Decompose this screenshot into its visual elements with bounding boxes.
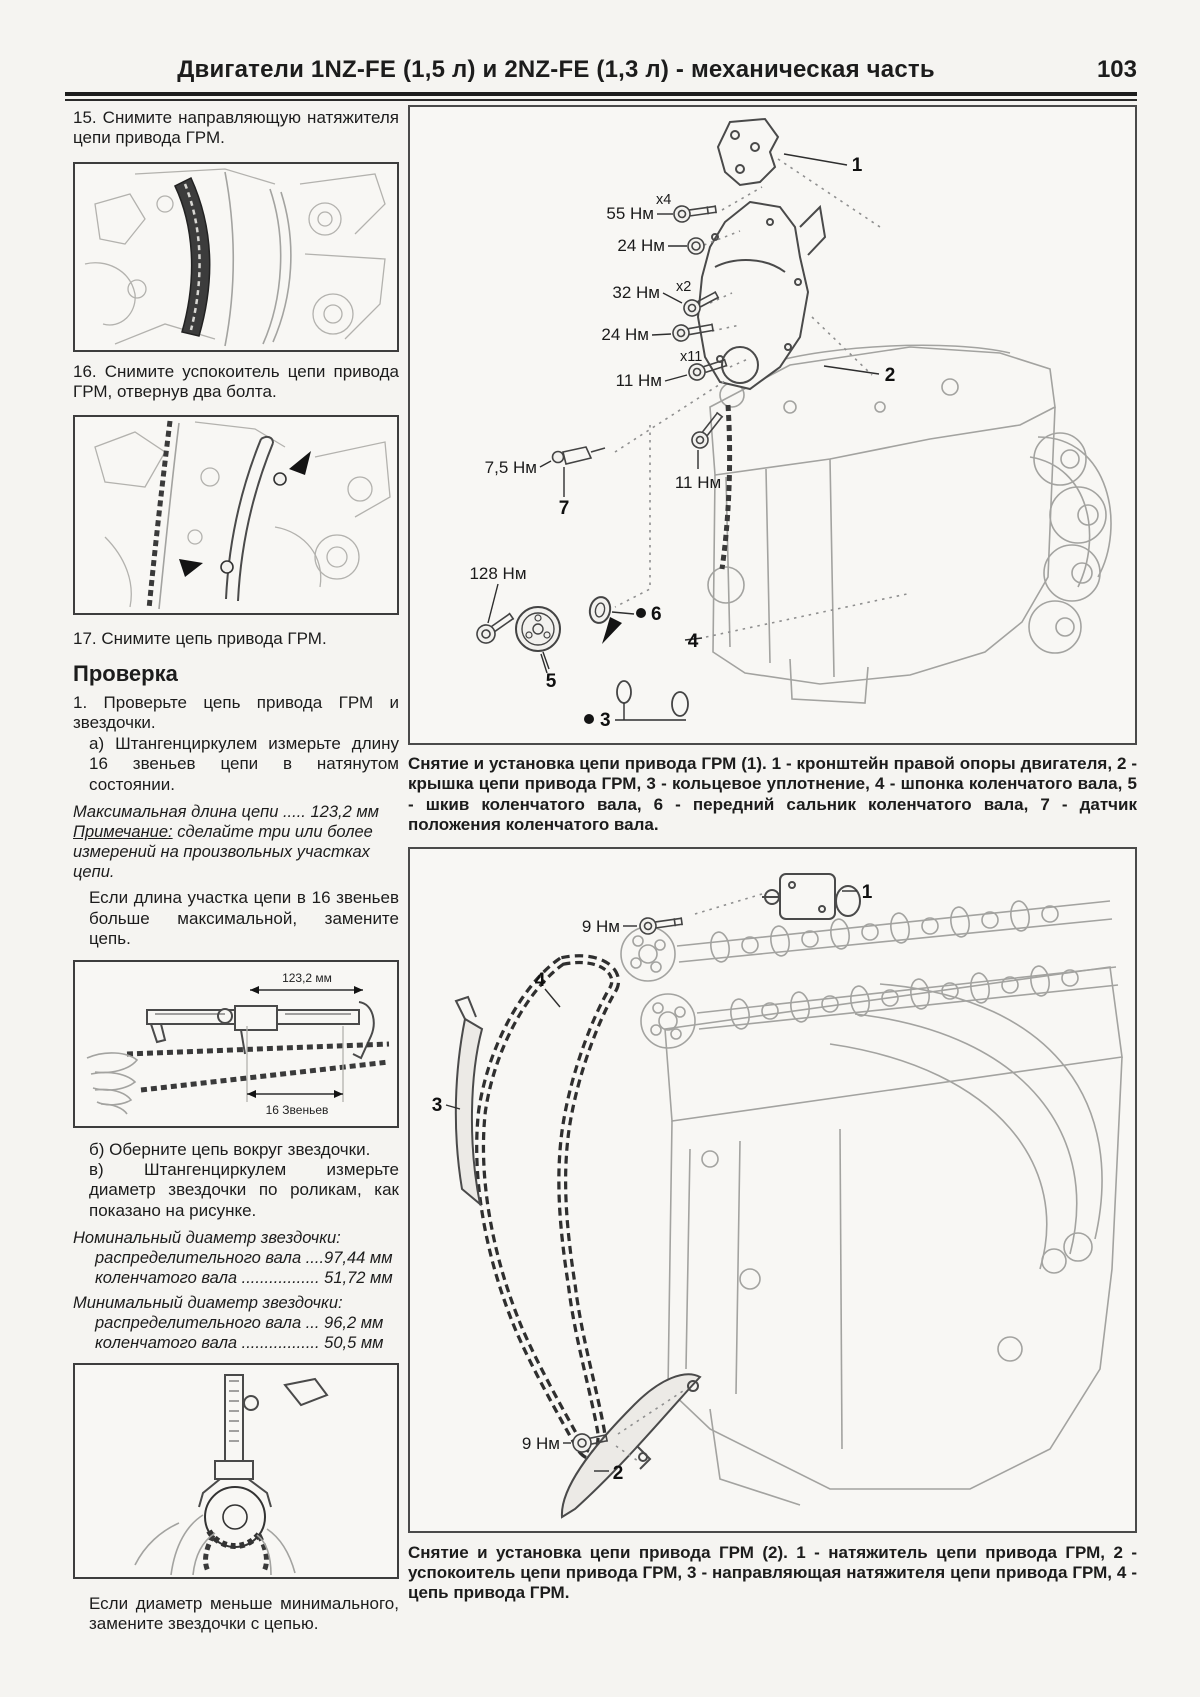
page-title: Двигатели 1NZ-FE (1,5 л) и 2NZ-FE (1,3 л) - механическая часть xyxy=(177,56,935,83)
part2-2-label: 2 xyxy=(612,1462,624,1484)
left-column xyxy=(73,104,399,1635)
note-label: Примечание: xyxy=(73,823,173,842)
torque-32nm: 32 Нм xyxy=(612,283,660,302)
torque-55nm: 55 Нм xyxy=(606,204,654,223)
diagram-timing-chain-exploded xyxy=(408,847,1137,1533)
part2-1-label: 1 xyxy=(861,881,873,903)
timing-cover-diagram xyxy=(410,107,1135,743)
part-6-label: 6 xyxy=(651,604,662,625)
part-5-label: 5 xyxy=(545,671,557,692)
torque-9nm-bottom: 9 Нм xyxy=(521,1433,560,1453)
torque-11nm-b: 11 Нм xyxy=(674,473,722,492)
chain-tensioner xyxy=(762,874,860,919)
part-1-label: 1 xyxy=(851,155,863,176)
step-17: 17. Снимите цепь привода ГРМ. xyxy=(73,628,327,648)
minimal-diameter-spec xyxy=(73,1293,399,1353)
inspection-step-1c: в) Штангенциркулем измерьте диаметр звездочки по роликам, как показано на рисунке. xyxy=(89,1159,399,1220)
bolt-11nm-b xyxy=(689,410,726,451)
step-16: 16. Снимите успокоитель цепи привода ГРМ, отвернув два болта. xyxy=(73,361,399,402)
front-oil-seal xyxy=(588,595,613,625)
bolt-55nm xyxy=(673,201,717,223)
inspection-step-1b: б) Оберните цепь вокруг звездочки. xyxy=(89,1139,371,1159)
nominal-cam-value: распределительного вала ....97,44 мм xyxy=(95,1249,393,1268)
engine-block-sketch-2 xyxy=(665,967,1122,1505)
count-x11: x11 xyxy=(680,349,703,365)
part-3-label: 3 xyxy=(600,710,611,731)
inspection-heading: Проверка xyxy=(73,660,178,686)
note-text: сделайте три или более измерений на произвольных участках цепи. xyxy=(73,823,373,882)
step-15: 15. Снимите направляющую натяжителя цепи привода ГРМ. xyxy=(73,108,399,148)
inspection-step-1: 1. Проверьте цепь привода ГРМ и звездочки. xyxy=(73,692,399,733)
minimal-crank-value: коленчатого вала ................. 50,5 мм xyxy=(95,1333,384,1352)
chain-measurement-illustration xyxy=(75,962,397,1126)
sprocket-measurement-illustration xyxy=(75,1365,397,1577)
timing-chain-diagram xyxy=(410,849,1135,1531)
torque-9nm-top: 9 Нм xyxy=(581,916,620,936)
torque-128nm: 128 Нм xyxy=(469,564,527,583)
nominal-crank-value: коленчатого вала ................. 51,72 мм xyxy=(95,1269,393,1288)
figure-chain-damper xyxy=(73,415,399,615)
arrow-bolt-1 xyxy=(289,451,311,475)
torque-24nm-a: 24 Нм xyxy=(617,236,665,255)
header-rule-thick xyxy=(65,92,1137,96)
bolt-24nm-a xyxy=(688,238,704,254)
torque-11nm-a: 11 Нм xyxy=(615,371,662,390)
part2-3-label: 3 xyxy=(431,1094,443,1116)
camshafts xyxy=(621,899,1118,1047)
right-column xyxy=(408,105,1137,1604)
if-longer-text: Если длина участка цепи в 16 звеньев больше максимальной, замените цепь. xyxy=(89,888,399,949)
diagram1-caption: Снятие и установка цепи привода ГРМ (1). 1 - кронштейн правой опоры двигателя, 2 - крышка цепи привода ГРМ, 3 - кольцевое уплотнение, 4 - шпонка коленчатого вала, 5 - шкив коленчатого вала, 6 - передний сальник коленчатого вала, 7 - датчик положения коленчатого вала. xyxy=(408,754,1137,835)
dimension-label: 123,2 мм xyxy=(282,970,332,985)
sprocket xyxy=(205,1487,266,1573)
count-x2: x2 xyxy=(676,279,692,295)
leader-lines xyxy=(488,154,879,673)
inspection-note xyxy=(73,822,399,882)
figure-chain-guide xyxy=(73,162,399,352)
minimal-cam-value: распределительного вала ... 96,2 мм xyxy=(95,1313,384,1332)
chain-damper-illustration xyxy=(75,417,397,613)
diagram-timing-cover-exploded xyxy=(408,105,1137,745)
figure-sprocket-measurement xyxy=(73,1363,399,1579)
crank-position-sensor xyxy=(553,447,606,464)
page-header xyxy=(65,56,1137,101)
if-smaller-text: Если диаметр меньше минимального, замените звездочки с цепью. xyxy=(89,1593,399,1634)
arrow-bolt-2 xyxy=(179,559,203,577)
engine-mount-bracket xyxy=(718,119,778,185)
torque-24nm-b: 24 Нм xyxy=(601,325,649,344)
crankshaft-pulley xyxy=(516,607,560,651)
part-2-label: 2 xyxy=(884,365,896,386)
figure-chain-measurement xyxy=(73,960,399,1128)
count-x4: x4 xyxy=(656,192,672,208)
timing-chain xyxy=(480,959,615,1455)
bolt-9nm-top xyxy=(639,913,683,935)
o-rings xyxy=(615,681,688,720)
nominal-heading: Номинальный диаметр звездочки: xyxy=(73,1229,341,1248)
diagram2-caption: Снятие и установка цепи привода ГРМ (2). 1 - натяжитель цепи привода ГРМ, 2 - успокоитель цепи привода ГРМ, 3 - направляющая натяжителя цепи привода ГРМ, 4 - цепь привода ГРМ. xyxy=(408,1542,1137,1603)
minimal-heading: Минимальный диаметр звездочки: xyxy=(73,1293,343,1312)
spec-max-chain-length: Максимальная длина цепи ..... 123,2 мм xyxy=(73,802,379,821)
chain-guide-illustration xyxy=(75,164,397,350)
leader-lines-2 xyxy=(446,891,857,1471)
nominal-diameter-spec xyxy=(73,1228,399,1288)
vertical-caliper xyxy=(199,1375,327,1507)
hand-fingers xyxy=(135,1515,295,1575)
inspection-step-1a: а) Штангенциркулем измерьте длину 16 звеньев цепи в натянутом состоянии. xyxy=(89,733,399,794)
page-number: 103 xyxy=(1096,56,1137,83)
bolt-128nm xyxy=(473,609,516,647)
header-rule-thin xyxy=(65,99,1137,101)
part-4-label: 4 xyxy=(687,631,699,652)
part-7-label: 7 xyxy=(558,498,570,519)
torque-7-5nm: 7,5 Нм xyxy=(484,458,537,477)
links-label: 16 Звеньев xyxy=(265,1102,329,1117)
engine-block-sketch xyxy=(708,345,1111,703)
part2-4-label: 4 xyxy=(534,969,546,991)
